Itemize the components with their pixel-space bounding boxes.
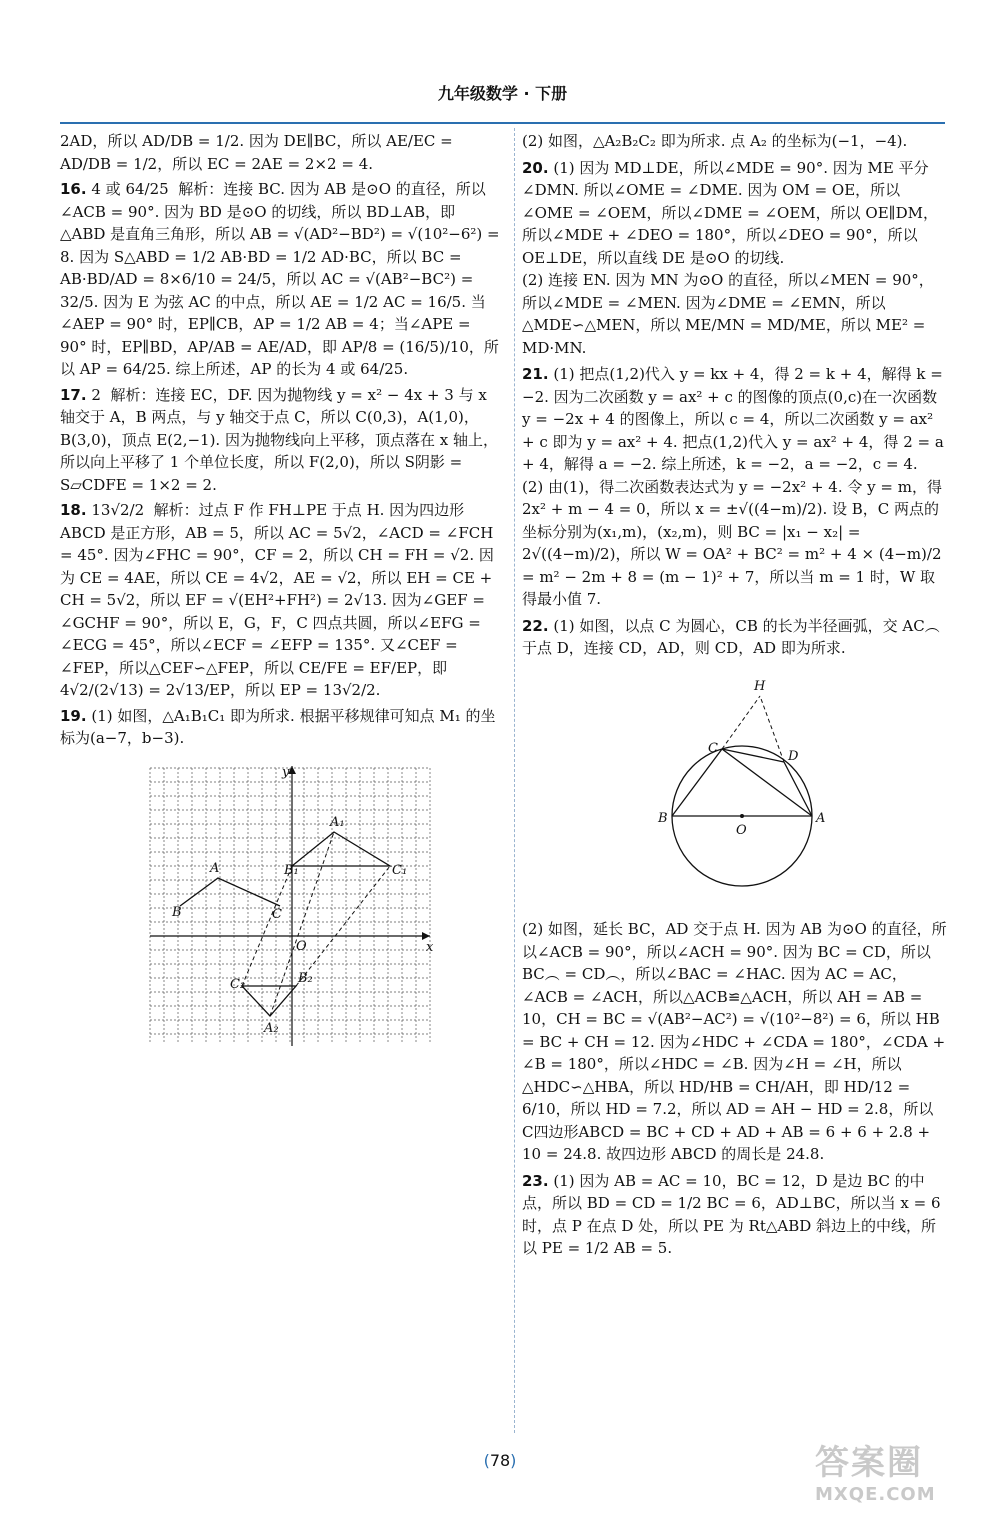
triangle-abc [180,878,280,906]
label-h: H [754,678,766,694]
label-b2: B₂ [298,970,313,986]
answer-18: 18. 13√2/2 解析：过点 F 作 FH⊥PE 于点 H. 因为四边形 ABCD 是正方形，AB = 5，所以 AC = 5√2，∠ACD = ∠FCH = 45°. 因为∠FHC = 90°，CF = 2，所以 CH = FH = √2. 因为 CE = 4AE，所以 CE = 4√2，AE = √2，所以 EH = CE + CH = 5√2，所以 EF = √(EH²+FH²) = 2√13. 因为∠GEF = ∠GCHF = 90°，所以 E，G，F，C 四点共圆，所以∠EFG = ∠ECG = 45°，所以∠ECF = ∠EFP = 135°. 又∠CEF = ∠FEP，所以△CEF∽△FEP，所以 CE/FE = EF/EP，即 4√2/(2√13) = 2√13/EP，所以 EP = 13√2/2. [60,501,499,699]
label-c: C [272,906,282,922]
triangle-a2b2c2 [242,986,296,1016]
answer-23: 23. (1) 因为 AB = AC = 10，BC = 12，D 是边 BC 的中点，所以 BD = CD = 1/2 BC = 6，AD⊥BC，所以当 x = 6 时，点 P 在点 D 处，所以 PE 为 Rt△ABD 斜边上的中线，所以 PE = 1/2 AB = 5. [522,1171,946,1257]
answer-17: 17. 2 解析：连接 EC，DF. 因为抛物线 y = x² − 4x + 3 与 x 轴交于 A，B 两点，与 y 轴交于点 C，所以 C(0,3)，A(1,0)，B(3,0)，顶点 E(2,−1). 因为抛物线向上平移，顶点落在 x 轴上，所以向上平移了 1 个单位长度，所以 F(2,0)，所以 S阴影 = S▱CDFE = 1×2 = 2. [60,385,498,494]
triangle-a1b1c1 [292,832,390,866]
label-c2: C₂ [230,976,246,992]
label-a: A [816,810,826,826]
header-rule [60,122,945,124]
label-c1: C₁ [392,862,408,878]
coordinate-grid-figure [60,756,500,1063]
label-c: C [708,740,718,756]
label-b: B [658,810,668,826]
right-column [522,130,950,1264]
circle-figure [522,666,947,913]
grid-svg [60,756,500,1056]
answer-20: 20. (1) 因为 MD⊥DE，所以∠MDE = 90°. 因为 ME 平分∠DMN. 所以∠OME = ∠DME. 因为 OM = OE，所以∠OME = ∠OEM，所以∠DME = ∠OEM，所以 OE∥DM，所以∠MDE + ∠DEO = 180°，所以∠DEO = 90°，所以 OE⊥DE，所以直线 DE 是⊙O 的切线. (2) 连接 EN. 因为 MN 为⊙O 的直径，所以∠MEN = 90°，所以∠MDE = ∠MEN. 因为∠DME = ∠EMN，所以△MDE∽△MEN，所以 ME/MN = MD/ME，所以 ME² = MD·MN. [522,158,938,357]
label-a2: A₂ [264,1020,279,1036]
label-a1: A₁ [330,814,345,830]
label-b1: B₁ [284,862,299,878]
answer-block: 2AD，所以 AD/DB = 1/2. 因为 DE∥BC，所以 AE/EC = AD/DB = 1/2，所以 EC = 2AE = 2×2 = 4. [60,132,458,173]
watermark-logo: 答案圈 MXQE.COM [815,1443,936,1505]
label-o: O [736,822,747,838]
answer-22: 22. (1) 如图，以点 C 为圆心，CB 的长为半径画弧，交 AC︵ 于点 D，连接 CD，AD，则 CD，AD 即为所求. [522,616,945,657]
answer-19: 19. (1) 如图，△A₁B₁C₁ 即为所求. 根据平移规律可知点 M₁ 的坐标为(a−7，b−3). [60,706,496,747]
x-axis-label: x [426,939,434,955]
column-divider [514,128,515,1433]
label-b: B [172,904,182,920]
origin-label: O [296,938,307,954]
label-d: D [788,748,799,764]
page-number: (78) [483,1451,517,1470]
y-axis-label: y [282,764,290,780]
answer-16: 16. 4 或 64/25 解析：连接 BC. 因为 AB 是⊙O 的直径，所以 ∠ACB = 90°. 因为 BD 是⊙O 的切线，所以 BD⊥AB，即△ABD 是直角三角形，所以 AB = √(AD²−BD²) = √(10²−6²) = 8. 因为 S△ABD = 1/2 AB·BD = 1/2 AD·BC，所以 BC = AB·BD/AD = 8×6/10 = 24/5，所以 AC = √(AB²−BC²) = 32/5. 因为 E 为弦 AC 的中点，所以 AE = 1/2 AC = 16/5. 当∠AEP = 90° 时，EP∥CB，AP = 1/2 AB = 4；当∠APE = 90° 时，EP∥BD，AP/AB = AE/AD，即 AP/8 = (16/5)/10，所以 AP = 64/25. 综上所述，AP 的长为 4 或 64/25. [60,180,505,378]
answer-21: 21. (1) 把点(1,2)代入 y = kx + 4，得 2 = k + 4，解得 k = −2. 因为二次函数 y = ax² + c 的图像的顶点(0,c)在一次函数 y = −2x + 4 的图像上，所以 c = 4，所以二次函数 y = ax² + c 即为 y = ax² + 4. 把点(1,2)代入 y = ax² + 4，得 2 = a + 4，解得 a = −2. 综上所述，k = −2，a = −2，c = 4. (2) 由(1)，得二次函数表达式为 y = −2x² + 4. 令 y = m，得 2x² + m − 4 = 0，所以 x = ±√((4−m)/2). 设 B，C 两点的坐标分别为(x₁,m)，(x₂,m)，则 BC = |x₁ − x₂| = 2√((4−m)/2)，所以 W = OA² + BC² = m² + 4 × (4−m)/2 = m² − 2m + 8 = (m − 1)² + 7，所以当 m = 1 时，W 取得最小值 7. [522,365,944,608]
label-a: A [210,860,220,876]
circle-svg [522,666,947,906]
answer-19-part2: (2) 如图，△A₂B₂C₂ 即为所求. 点 A₂ 的坐标为(−1，−4). [522,132,908,150]
answer-22-part2: (2) 如图，延长 BC，AD 交于点 H. 因为 AB 为⊙O 的直径，所以∠ACB = 90°，所以∠ACH = 90°. 因为 BC = CD，所以 BC︵ = CD︵，所以∠BAC = ∠HAC. 因为 AC = AC，∠ACB = ∠ACH，所以△ACB≌△ACH，所以 AH = AB = 10，CH = BC = √(AB²−AC²) = √(10²−8²) = 6，所以 HB = BC + CH = 12. 因为∠HDC + ∠CDA = 180°，∠CDA + ∠B = 180°，所以∠HDC = ∠B. 因为∠H = ∠H，所以△HDC∽△HBA，所以 HD/HB = CH/AH，即 HD/12 = 6/10，所以 HD = 7.2，所以 AD = AH − HD = 2.8，所以 C四边形ABCD = BC + CD + AD + AB = 6 + 6 + 2.8 + 10 = 24.8. 故四边形 ABCD 的周长是 24.8. [522,920,950,1163]
page-header: 九年级数学 · 下册 [437,84,568,103]
left-column [60,130,505,1068]
